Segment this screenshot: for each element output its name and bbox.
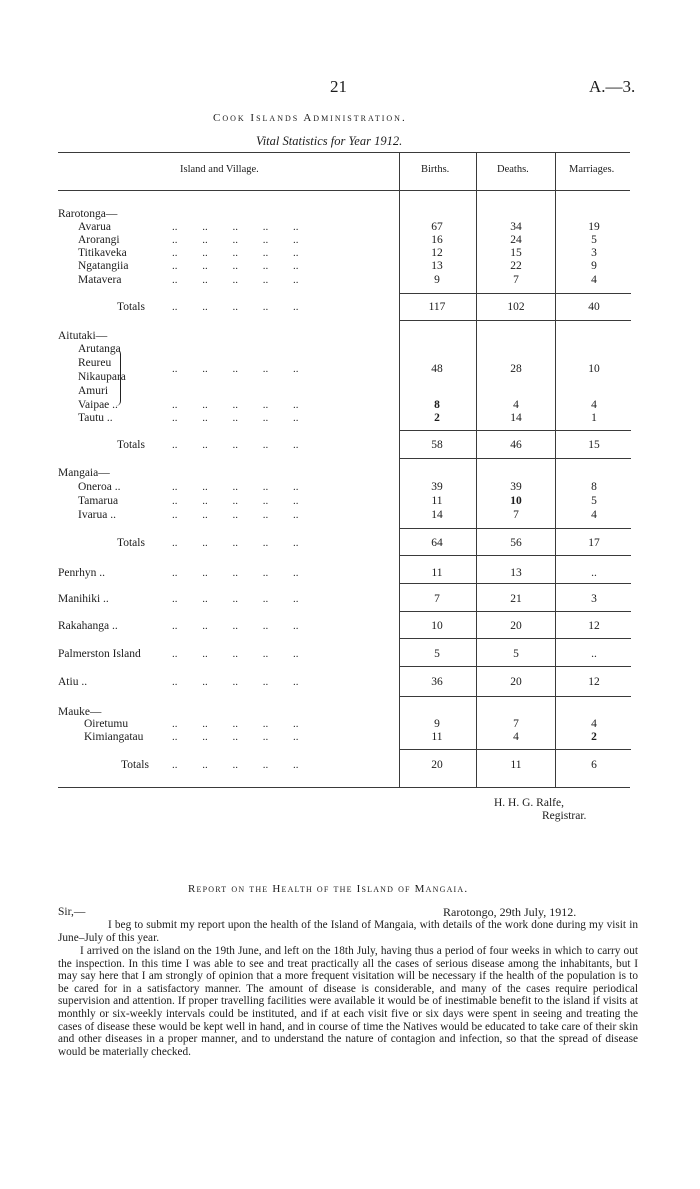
village-name: Nikaupara: [78, 371, 126, 383]
column-header-births: Births.: [421, 164, 450, 175]
marriages-value: ..: [591, 648, 597, 660]
island-name-atiu: Atiu ..: [58, 676, 88, 688]
village-name: Ngatangiia: [78, 260, 129, 272]
village-name: Avarua: [78, 221, 111, 233]
column-rule-births-left: [399, 152, 400, 788]
births-value: 11: [431, 731, 443, 743]
village-name: Oneroa ..: [78, 481, 121, 493]
births-value: 14: [431, 509, 443, 521]
island-name-penrhyn: Penrhyn ..: [58, 567, 105, 579]
island-name-palmerston: Palmerston Island: [58, 648, 141, 660]
leader-dots: .. .. .. .. ..: [172, 759, 299, 771]
births-value: 5: [434, 648, 440, 660]
deaths-value: 7: [513, 274, 519, 286]
totals-label: Totals: [117, 537, 145, 549]
leader-dots: .. .. .. .. ..: [172, 537, 299, 549]
table-top-rule: [58, 152, 630, 153]
leader-dots: .. .. .. .. ..: [172, 247, 299, 259]
island-name-manihiki: Manihiki ..: [58, 593, 109, 605]
island-name-mangaia: Mangaia—: [58, 467, 110, 479]
marriages-value: 9: [591, 260, 597, 272]
marriages-value: 3: [591, 247, 597, 259]
section-rule: [399, 638, 631, 639]
village-name: Oiretumu: [84, 718, 129, 730]
deaths-value: 10: [510, 495, 522, 507]
table-bottom-rule: [58, 787, 630, 788]
table-header-rule: [58, 190, 630, 191]
deaths-value: 21: [510, 593, 522, 605]
marriages-value: 8: [591, 481, 597, 493]
leader-dots: .. .. .. .. ..: [172, 567, 299, 579]
marriages-total: 6: [591, 759, 597, 771]
village-name: Kimiangatau: [84, 731, 144, 743]
deaths-value: 20: [510, 676, 522, 688]
births-total: 64: [431, 537, 443, 549]
marriages-value: 5: [591, 495, 597, 507]
village-name: Arorangi: [78, 234, 120, 246]
leader-dots: .. .. .. .. ..: [172, 481, 299, 493]
deaths-value: 39: [510, 481, 522, 493]
leader-dots: .. .. .. .. ..: [172, 221, 299, 233]
marriages-value: 12: [588, 620, 600, 632]
deaths-value: 14: [510, 412, 522, 424]
village-name: Amuri: [78, 385, 109, 397]
births-value: 11: [431, 495, 443, 507]
marriages-value: 12: [588, 676, 600, 688]
village-name: Arutanga: [78, 343, 121, 355]
leader-dots: .. .. .. .. ..: [172, 439, 299, 451]
births-value: 36: [431, 676, 443, 688]
deaths-total: 46: [510, 439, 522, 451]
salutation: Sir,—: [58, 906, 86, 918]
births-value: 67: [431, 221, 443, 233]
marriages-value: 2: [591, 731, 597, 743]
births-value: 16: [431, 234, 443, 246]
leader-dots: .. .. .. .. ..: [172, 234, 299, 246]
registrar-name: H. H. G. Ralfe,: [494, 797, 564, 809]
island-name-aitutaki: Aitutaki—: [58, 330, 108, 342]
village-name: Matavera: [78, 274, 122, 286]
totals-label: Totals: [117, 439, 145, 451]
births-value: 13: [431, 260, 443, 272]
marriages-value: 4: [591, 399, 597, 411]
births-value: 7: [434, 593, 440, 605]
village-name: Tautu ..: [78, 412, 113, 424]
births-total: 20: [431, 759, 443, 771]
island-name-rakahanga: Rakahanga ..: [58, 620, 118, 632]
deaths-value: 22: [510, 260, 522, 272]
leader-dots: .. .. .. .. ..: [172, 620, 299, 632]
leader-dots: .. .. .. .. ..: [172, 260, 299, 272]
deaths-value: 15: [510, 247, 522, 259]
deaths-value: 13: [510, 567, 522, 579]
report-paragraph-2: I arrived on the island on the 19th June, and left on the 18th July, having thus a period of four weeks in which to carry out the inspection. In this time I was able to see and treat practically all the cases of serious disease among the inhabitants, but I may say here that I am strongly of opinion that a more frequent visitation will be necessary if the health of the population is to be cared for in a satisfactory manner. The amount of disease is considerable, and many of the cases require periodical supervision and attention. If proper travelling facilities were available it would be of inestimable benefit to the island if visits at monthly or six-weekly intervals could be instituted, and if at each visit five or six days were spent in seeing and treating the cases of disease these would be kept well in hand, and in course of time the Natives would be educated to take care of their skin and other diseases in a proper manner, and to understand the nature of contagion and infection, so that the spread of disease would be materially checked.: [58, 945, 638, 1058]
column-rule-marriages-left: [555, 152, 556, 788]
subtotal-rule: [399, 430, 631, 431]
births-value: 12: [431, 247, 443, 259]
marriages-value: 4: [591, 718, 597, 730]
births-total: 117: [428, 301, 446, 313]
village-name: Reureu: [78, 357, 112, 369]
marriages-total: 40: [588, 301, 600, 313]
leader-dots: .. .. .. .. ..: [172, 495, 299, 507]
subtotal-rule: [399, 528, 631, 529]
deaths-value: 7: [513, 509, 519, 521]
births-value: 9: [434, 274, 440, 286]
subtotal-rule: [399, 293, 631, 294]
report-date: Rarotongo, 29th July, 1912.: [443, 905, 577, 919]
totals-label: Totals: [121, 759, 149, 771]
births-value: 11: [431, 567, 443, 579]
grouping-brace: [116, 349, 121, 406]
marriages-value: 5: [591, 234, 597, 246]
document-reference: A.—3.: [589, 77, 636, 96]
leader-dots: .. .. .. .. ..: [172, 593, 299, 605]
births-value: 48: [431, 363, 443, 375]
deaths-total: 11: [510, 759, 522, 771]
marriages-value: 3: [591, 593, 597, 605]
births-value: 10: [431, 620, 443, 632]
section-rule: [399, 555, 631, 556]
administration-title: Cook Islands Administration.: [213, 112, 407, 124]
marriages-total: 15: [588, 439, 600, 451]
leader-dots: .. .. .. .. ..: [172, 412, 299, 424]
section-rule: [399, 320, 631, 321]
section-rule: [399, 696, 631, 697]
deaths-value: 5: [513, 648, 519, 660]
births-value: 8: [434, 399, 440, 411]
marriages-value: 4: [591, 509, 597, 521]
leader-dots: .. .. .. .. ..: [172, 301, 299, 313]
section-rule: [399, 666, 631, 667]
section-rule: [399, 611, 631, 612]
column-rule-deaths-left: [476, 152, 477, 788]
births-value: 2: [434, 412, 440, 424]
leader-dots: .. .. .. .. ..: [172, 731, 299, 743]
report-paragraph-1: I beg to submit my report upon the health of the Island of Mangaia, with details of the work done during my visit in June–July of this year.: [58, 919, 638, 944]
column-header-deaths: Deaths.: [497, 164, 529, 175]
leader-dots: .. .. .. .. ..: [172, 648, 299, 660]
births-value: 9: [434, 718, 440, 730]
leader-dots: .. .. .. .. ..: [172, 718, 299, 730]
leader-dots: .. .. .. .. ..: [172, 363, 299, 375]
leader-dots: .. .. .. .. ..: [172, 399, 299, 411]
marriages-total: 17: [588, 537, 600, 549]
village-name: Ivarua ..: [78, 509, 116, 521]
marriages-value: 10: [588, 363, 600, 375]
village-name: Titikaveka: [78, 247, 127, 259]
deaths-value: 4: [513, 399, 519, 411]
island-name-mauke: Mauke—: [58, 706, 102, 718]
marriages-value: ..: [591, 567, 597, 579]
village-name: Tamarua: [78, 495, 119, 507]
table-subtitle: Vital Statistics for Year 1912.: [256, 134, 403, 148]
leader-dots: .. .. .. .. ..: [172, 509, 299, 521]
deaths-value: 7: [513, 718, 519, 730]
column-header-place: Island and Village.: [180, 164, 259, 175]
marriages-value: 1: [591, 412, 597, 424]
section-rule: [399, 458, 631, 459]
section-rule: [399, 583, 631, 584]
deaths-value: 20: [510, 620, 522, 632]
page-number: 21: [330, 77, 347, 96]
registrar-title: Registrar.: [542, 810, 587, 822]
marriages-value: 4: [591, 274, 597, 286]
deaths-value: 28: [510, 363, 522, 375]
deaths-total: 102: [507, 301, 525, 313]
island-name-rarotonga: Rarotonga—: [58, 208, 118, 220]
marriages-value: 19: [588, 221, 600, 233]
subtotal-rule: [399, 749, 631, 750]
column-header-marriages: Marriages.: [569, 164, 615, 175]
deaths-value: 4: [513, 731, 519, 743]
births-value: 39: [431, 481, 443, 493]
report-title: Report on the Health of the Island of Mangaia.: [188, 883, 469, 895]
births-total: 58: [431, 439, 443, 451]
deaths-value: 24: [510, 234, 522, 246]
deaths-value: 34: [510, 221, 522, 233]
totals-label: Totals: [117, 301, 145, 313]
leader-dots: .. .. .. .. ..: [172, 676, 299, 688]
village-name: Vaipae ..: [78, 399, 118, 411]
leader-dots: .. .. .. .. ..: [172, 274, 299, 286]
deaths-total: 56: [510, 537, 522, 549]
